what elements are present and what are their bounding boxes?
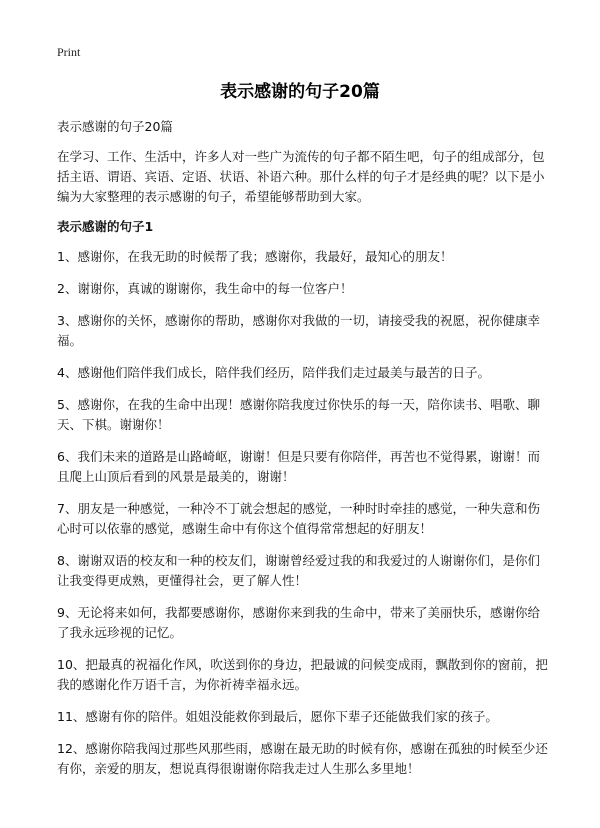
list-item: 2、谢谢你，真诚的谢谢你，我生命中的每一位客户！ <box>57 281 353 296</box>
list-item: 8、谢谢双语的校友和一种的校友们，谢谢曾经爱过我的和我爱过的人谢谢你们，是你们让我变得更成熟，更懂得社会，更了解人性！ <box>57 553 540 588</box>
list-item: 4、感谢他们陪伴我们成长，陪伴我们经历，陪伴我们走过最美与最苦的日子。 <box>57 365 490 380</box>
print-label[interactable]: Print <box>57 45 81 59</box>
article-subtitle: 表示感谢的句子20篇 <box>57 119 173 134</box>
list-item: 11、感谢有你的陪伴。姐姐没能救你到最后，愿你下辈子还能做我们家的孩子。 <box>57 709 498 724</box>
list-item: 1、感谢你，在我无助的时候帮了我；感谢你，我最好，最知心的朋友！ <box>57 249 453 264</box>
list-item: 7、朋友是一种感觉，一种冷不丁就会想起的感觉，一种时时牵挂的感觉，一种失意和伤心时可以依靠的感觉，感谢生命中有你这个值得常常想起的好朋友！ <box>57 501 540 536</box>
list-item: 3、感谢你的关怀，感谢你的帮助，感谢你对我做的一切，请接受我的祝愿，祝你健康幸福。 <box>57 313 540 348</box>
list-item: 6、我们未来的道路是山路崎岖，谢谢！但是只要有你陪伴，再苦也不觉得累，谢谢！而且爬上山顶后看到的风景是最美的，谢谢！ <box>57 449 540 484</box>
list-item: 10、把最真的祝福化作风，吹送到你的身边，把最诚的问候变成雨，飘散到你的窗前，把我的感谢化作万语千言，为你祈祷幸福永远。 <box>57 657 548 692</box>
intro-paragraph: 在学习、工作、生活中，许多人对一些广为流传的句子都不陌生吧，句子的组成部分，包括主语、谓语、宾语、定语、状语、补语六种。那什么样的句子才是经典的呢？以下是小编为大家整理的表示感谢的句子，希望能够帮助到大家。 <box>57 149 545 204</box>
list-item: 12、感谢你陪我闯过那些风那些雨，感谢在最无助的时候有你，感谢在孤独的时候至少还有你，亲爱的朋友，想说真得很谢谢你陪我走过人生那么多里地！ <box>57 741 548 776</box>
list-item: 9、无论将来如何，我都要感谢你，感谢你来到我的生命中，带来了美丽快乐，感谢你给了我永远珍视的记忆。 <box>57 605 540 640</box>
article-body <box>57 117 548 791</box>
page-title: 表示感谢的句子20篇 <box>220 82 380 102</box>
list-item: 5、感谢你，在我的生命中出现！感谢你陪我度过你快乐的每一天，陪你读书、唱歌、聊天、下棋。谢谢你！ <box>57 397 540 432</box>
section-heading: 表示感谢的句子1 <box>57 219 154 234</box>
